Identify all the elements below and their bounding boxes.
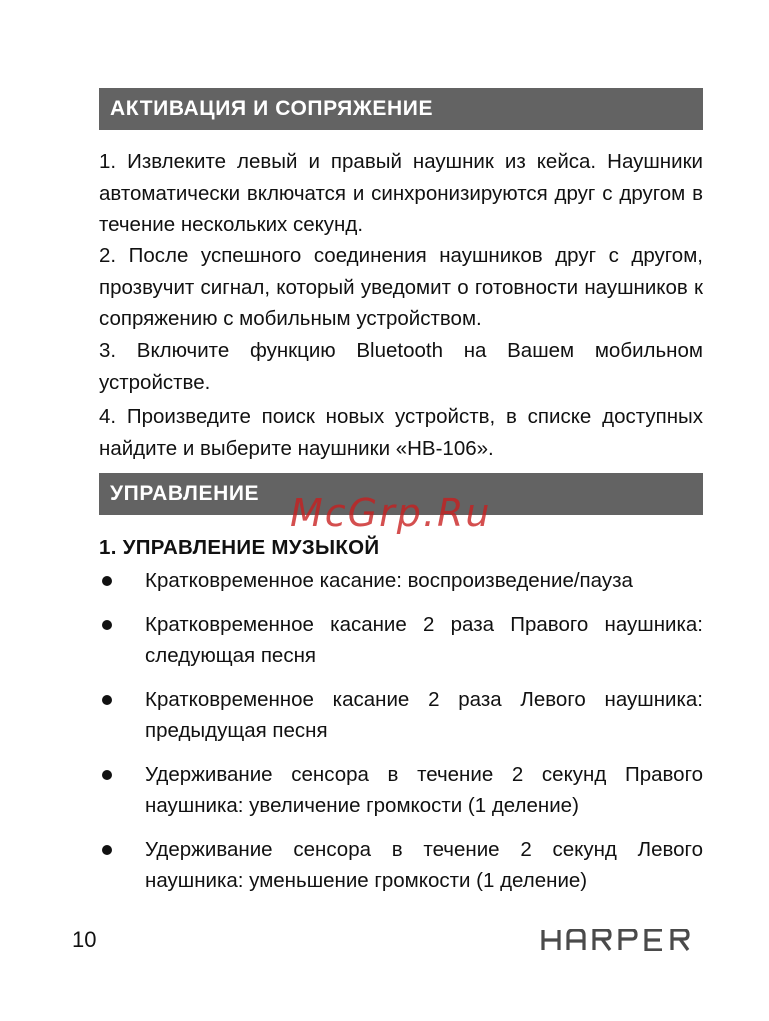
page-number: 10 <box>72 927 97 952</box>
music-control-list <box>99 565 703 897</box>
list-item-text: Кратковременное касание: воспроизведение/пауза <box>145 569 633 592</box>
harper-logo-icon <box>541 929 701 951</box>
list-item-text: Кратковременное касание 2 раза Правого наушника: следующая песня <box>145 612 703 667</box>
paragraph-step-4: 4. Произведите поиск новых устройств, в списке доступных найдите и выберите наушники «HB-106». <box>99 405 703 460</box>
bullet-icon <box>102 770 112 780</box>
paragraph-step-1: 1. Извлеките левый и правый наушник из кейса. Наушники автоматически включатся и синхронизируются друг с другом в течение нескольких секунд. <box>99 150 703 236</box>
watermark: McGrp.Ru <box>290 491 492 535</box>
bullet-icon <box>102 695 112 705</box>
bullet-icon <box>102 576 112 586</box>
harper-logo <box>541 929 701 956</box>
paragraph-step-3: 3. Включите функцию Bluetooth на Вашем мобильном устройстве. <box>99 339 703 394</box>
list-item <box>99 565 703 597</box>
subheading-music-control: 1. УПРАВЛЕНИЕ МУЗЫКОЙ <box>99 536 380 559</box>
list-item <box>99 609 703 672</box>
list-item <box>99 759 703 822</box>
section-heading-activation: АКТИВАЦИЯ И СОПРЯЖЕНИЕ <box>99 88 703 130</box>
list-item <box>99 834 703 897</box>
list-item-text: Удерживание сенсора в течение 2 секунд Левого наушника: уменьшение громкости (1 деление) <box>145 837 703 892</box>
list-item <box>99 684 703 747</box>
bullet-icon <box>102 620 112 630</box>
section-heading-control: УПРАВЛЕНИЕ <box>99 473 703 515</box>
paragraph-step-2: 2. После успешного соединения наушников друг с другом, прозвучит сигнал, который уведомит о готовности наушников к сопряжению с мобильным устройством. <box>99 244 703 330</box>
list-item-text: Кратковременное касание 2 раза Левого наушника: предыдущая песня <box>145 687 703 742</box>
bullet-icon <box>102 845 112 855</box>
list-item-text: Удерживание сенсора в течение 2 секунд Правого наушника: увеличение громкости (1 деление) <box>145 762 703 817</box>
